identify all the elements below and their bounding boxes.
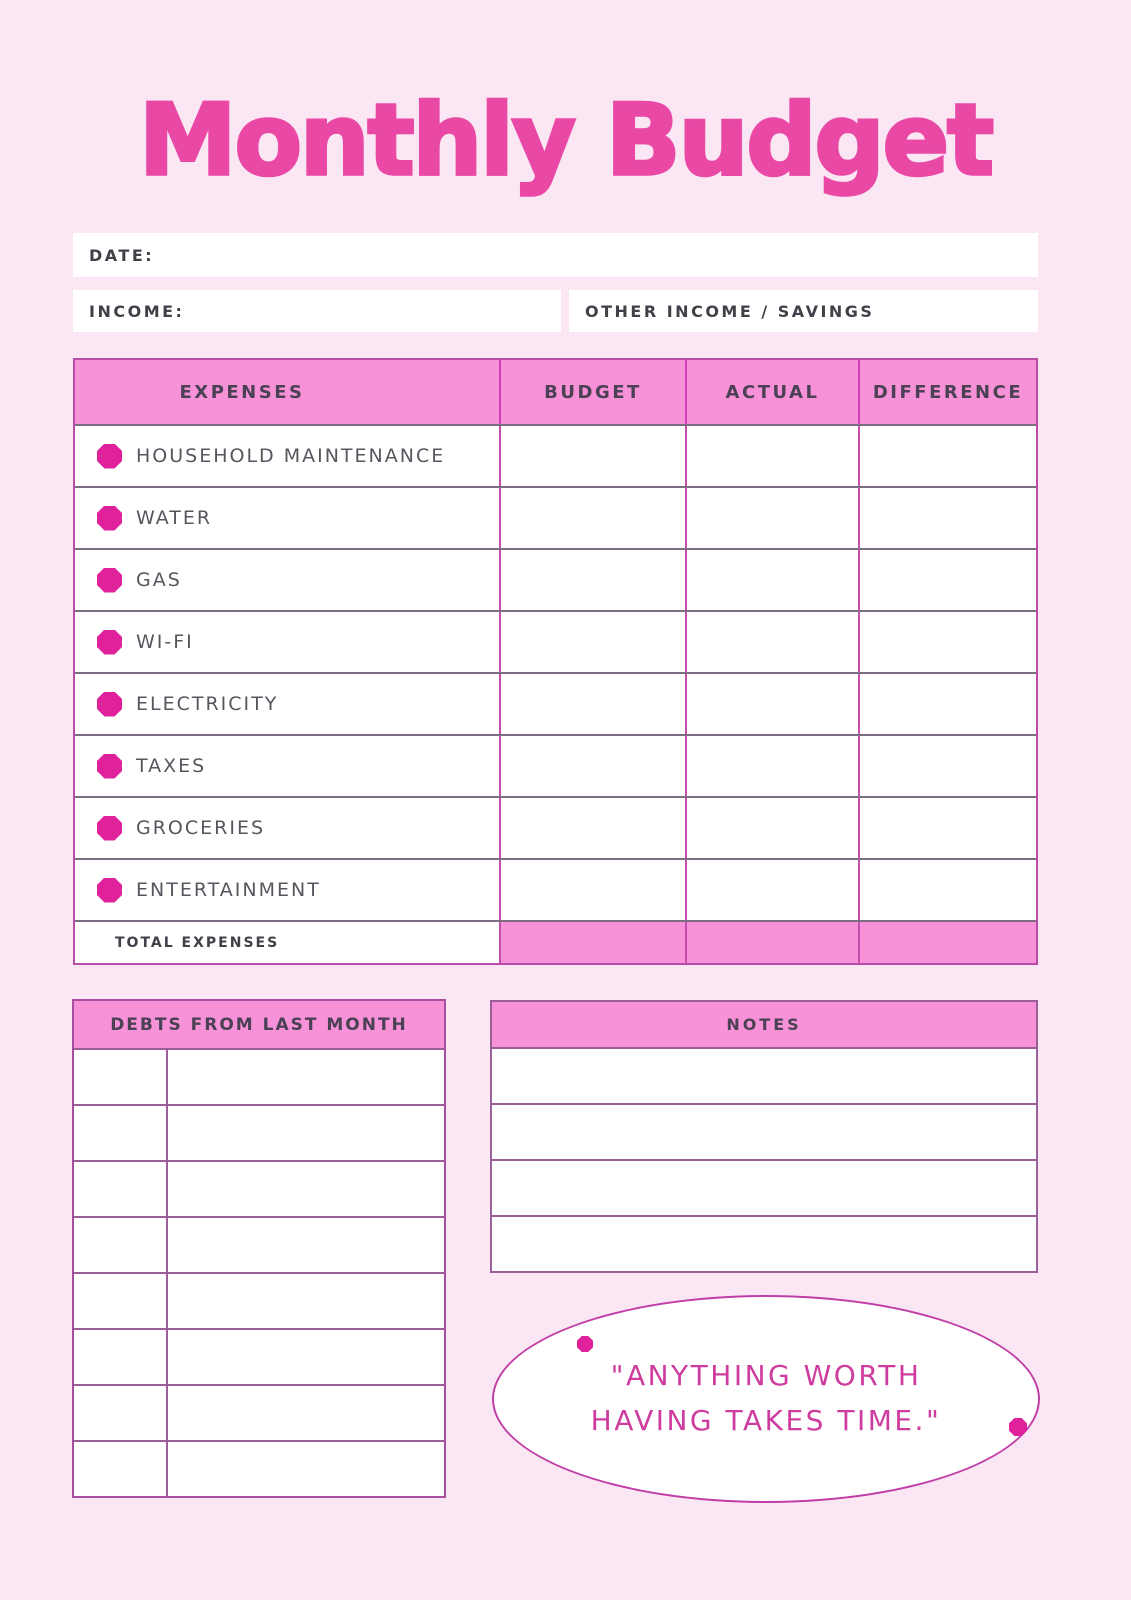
octagon-bullet-icon bbox=[97, 878, 122, 903]
debt-amount-cell[interactable] bbox=[74, 1386, 168, 1440]
expense-row bbox=[75, 548, 1036, 610]
expense-label-cell bbox=[75, 674, 499, 734]
expenses-table bbox=[73, 358, 1038, 965]
other-income-savings-field[interactable] bbox=[569, 290, 1038, 332]
octagon-bullet-icon bbox=[97, 568, 122, 593]
budget-cell[interactable] bbox=[499, 426, 685, 486]
debt-row bbox=[74, 1440, 444, 1496]
debt-row bbox=[74, 1384, 444, 1440]
date-label: DATE: bbox=[89, 245, 155, 265]
budget-cell[interactable] bbox=[499, 612, 685, 672]
octagon-bullet-icon bbox=[97, 630, 122, 655]
difference-cell[interactable] bbox=[858, 426, 1036, 486]
expense-row bbox=[75, 672, 1036, 734]
debt-row bbox=[74, 1216, 444, 1272]
budget-cell[interactable] bbox=[499, 860, 685, 920]
notes-line[interactable] bbox=[492, 1047, 1036, 1103]
difference-cell[interactable] bbox=[858, 674, 1036, 734]
actual-cell[interactable] bbox=[685, 674, 858, 734]
column-header-budget: BUDGET bbox=[499, 360, 685, 424]
difference-cell[interactable] bbox=[858, 736, 1036, 796]
expense-item-label: WATER bbox=[136, 507, 213, 529]
expenses-table-header bbox=[75, 360, 1036, 424]
debts-table-title: DEBTS FROM LAST MONTH bbox=[74, 1001, 444, 1048]
debt-description-cell[interactable] bbox=[168, 1050, 444, 1104]
expense-item-label: ENTERTAINMENT bbox=[136, 879, 321, 901]
expense-item-label: GAS bbox=[136, 569, 182, 591]
budget-cell[interactable] bbox=[499, 550, 685, 610]
debt-row bbox=[74, 1104, 444, 1160]
actual-cell[interactable] bbox=[685, 860, 858, 920]
debt-description-cell[interactable] bbox=[168, 1218, 444, 1272]
difference-cell[interactable] bbox=[858, 612, 1036, 672]
notes-title: NOTES bbox=[492, 1002, 1036, 1047]
budget-cell[interactable] bbox=[499, 736, 685, 796]
quote-text-line-1: "ANYTHING WORTH bbox=[610, 1359, 922, 1393]
debt-row bbox=[74, 1272, 444, 1328]
octagon-bullet-icon bbox=[97, 816, 122, 841]
expense-label-cell bbox=[75, 736, 499, 796]
total-difference-cell[interactable] bbox=[858, 922, 1036, 963]
income-field[interactable] bbox=[73, 290, 561, 332]
octagon-bullet-icon bbox=[97, 692, 122, 717]
total-expenses-row bbox=[75, 920, 1036, 963]
debt-amount-cell[interactable] bbox=[74, 1050, 168, 1104]
expense-label-cell bbox=[75, 612, 499, 672]
debt-description-cell[interactable] bbox=[168, 1386, 444, 1440]
budget-cell[interactable] bbox=[499, 798, 685, 858]
expense-row bbox=[75, 734, 1036, 796]
expense-item-label: TAXES bbox=[136, 755, 207, 777]
expense-label-cell bbox=[75, 488, 499, 548]
debt-amount-cell[interactable] bbox=[74, 1218, 168, 1272]
octagon-bullet-icon bbox=[97, 506, 122, 531]
budget-cell[interactable] bbox=[499, 488, 685, 548]
actual-cell[interactable] bbox=[685, 550, 858, 610]
budget-cell[interactable] bbox=[499, 674, 685, 734]
debt-amount-cell[interactable] bbox=[74, 1330, 168, 1384]
debt-row bbox=[74, 1160, 444, 1216]
debts-table bbox=[72, 999, 446, 1498]
actual-cell[interactable] bbox=[685, 488, 858, 548]
expense-label-cell bbox=[75, 798, 499, 858]
expense-item-label: HOUSEHOLD MAINTENANCE bbox=[136, 445, 446, 467]
octagon-dot-icon bbox=[577, 1336, 593, 1352]
total-actual-cell[interactable] bbox=[685, 922, 858, 963]
notes-line[interactable] bbox=[492, 1215, 1036, 1271]
octagon-bullet-icon bbox=[97, 754, 122, 779]
debt-amount-cell[interactable] bbox=[74, 1106, 168, 1160]
debt-description-cell[interactable] bbox=[168, 1162, 444, 1216]
expense-item-label: WI-FI bbox=[136, 631, 194, 653]
quote-bubble bbox=[492, 1295, 1040, 1503]
expense-row bbox=[75, 424, 1036, 486]
debt-description-cell[interactable] bbox=[168, 1274, 444, 1328]
column-header-difference: DIFFERENCE bbox=[858, 360, 1036, 424]
debt-description-cell[interactable] bbox=[168, 1330, 444, 1384]
expense-row bbox=[75, 610, 1036, 672]
date-field[interactable] bbox=[73, 233, 1038, 277]
notes-line[interactable] bbox=[492, 1159, 1036, 1215]
expense-row bbox=[75, 796, 1036, 858]
notes-section bbox=[490, 1000, 1038, 1273]
page-title: Monthly Budget bbox=[139, 84, 992, 198]
other-income-savings-label: OTHER INCOME / SAVINGS bbox=[585, 301, 875, 321]
debt-description-cell[interactable] bbox=[168, 1442, 444, 1496]
expense-row bbox=[75, 858, 1036, 920]
octagon-bullet-icon bbox=[97, 444, 122, 469]
column-header-actual: ACTUAL bbox=[685, 360, 858, 424]
expense-item-label: ELECTRICITY bbox=[136, 693, 279, 715]
expense-item-label: GROCERIES bbox=[136, 817, 266, 839]
debt-amount-cell[interactable] bbox=[74, 1442, 168, 1496]
debt-description-cell[interactable] bbox=[168, 1106, 444, 1160]
actual-cell[interactable] bbox=[685, 798, 858, 858]
income-label: INCOME: bbox=[89, 301, 185, 321]
debt-row bbox=[74, 1328, 444, 1384]
quote-text-line-2: HAVING TAKES TIME." bbox=[590, 1404, 942, 1437]
debt-amount-cell[interactable] bbox=[74, 1274, 168, 1328]
actual-cell[interactable] bbox=[685, 612, 858, 672]
total-budget-cell[interactable] bbox=[499, 922, 685, 963]
expense-label-cell bbox=[75, 860, 499, 920]
difference-cell[interactable] bbox=[858, 860, 1036, 920]
difference-cell[interactable] bbox=[858, 798, 1036, 858]
notes-line[interactable] bbox=[492, 1103, 1036, 1159]
debt-amount-cell[interactable] bbox=[74, 1162, 168, 1216]
column-header-expenses: EXPENSES bbox=[179, 381, 305, 403]
difference-cell[interactable] bbox=[858, 550, 1036, 610]
debt-row bbox=[74, 1048, 444, 1104]
difference-cell[interactable] bbox=[858, 488, 1036, 548]
expense-label-cell bbox=[75, 426, 499, 486]
expense-row bbox=[75, 486, 1036, 548]
actual-cell[interactable] bbox=[685, 426, 858, 486]
expense-label-cell bbox=[75, 550, 499, 610]
actual-cell[interactable] bbox=[685, 736, 858, 796]
total-expenses-label: TOTAL EXPENSES bbox=[75, 922, 499, 963]
